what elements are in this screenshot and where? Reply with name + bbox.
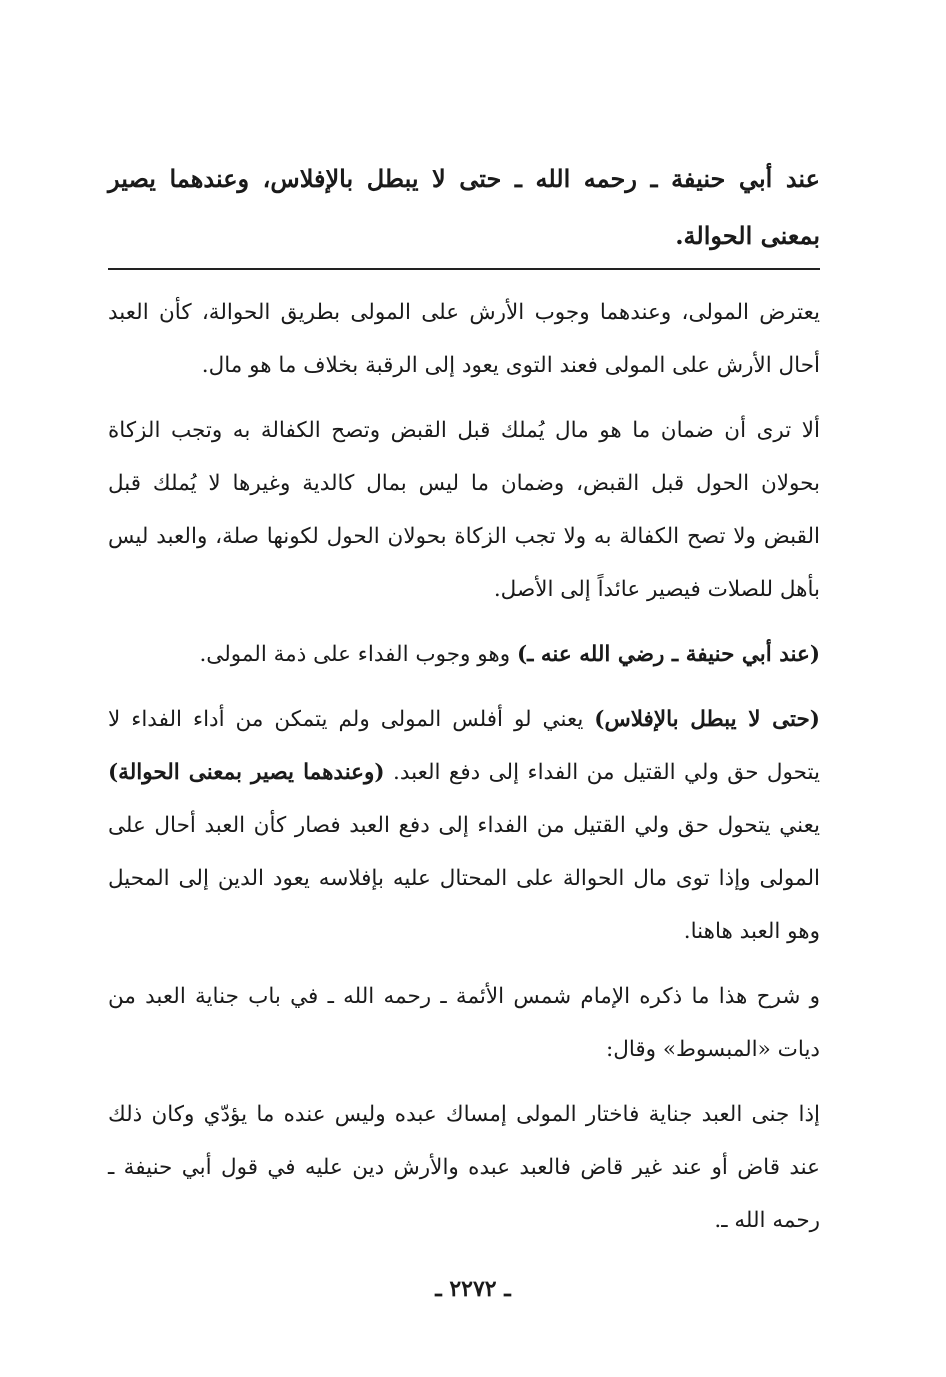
commentary-text: يعني لو أفلس المولى ولم يتمكن من أداء الفداء لا يتحول حق ولي القتيل من الفداء إلى دفع العبد. — [108, 707, 820, 785]
commentary-text: يعني يتحول حق ولي القتيل من الفداء إلى دفع العبد فصار كأن العبد أحال على المولى وإذا توى مال الحوالة على المحتال عليه بإفلاسه يعود الدين إلى المحيل وهو العبد هاهنا. — [108, 813, 820, 944]
sharh-paragraph-5: و شرح هذا ما ذكره الإمام شمس الأئمة ـ رحمه الله ـ في باب جناية العبد من ديات «المبسوط» وقال: — [108, 984, 820, 1062]
quoted-matn-phrase: (عند أبي حنيفة ـ رضي الله عنه ـ) — [516, 642, 820, 667]
sharh-commentary — [108, 286, 820, 1259]
sharh-paragraph-3 — [108, 628, 820, 681]
sharh-paragraph-6: إذا جنى العبد جناية فاختار المولى إمساك عبده وليس عنده ما يؤدّي وكان ذلك عند قاض أو عند غير قاض فالعبد عبده والأرش دين عليه في قول أبي حنيفة ـ رحمه الله ـ. — [108, 1102, 820, 1233]
sharh-paragraph-1: يعترض المولى، وعندهما وجوب الأرش على المولى بطريق الحوالة، كأن العبد أحال الأرش على المولى فعند التوى يعود إلى الرقبة بخلاف ما هو مال. — [108, 300, 820, 378]
commentary-text: وهو وجوب الفداء على ذمة المولى. — [199, 642, 517, 667]
quoted-matn-phrase: (وعندهما يصير بمعنى الحوالة) — [108, 760, 385, 785]
quoted-matn-phrase: (حتى لا يبطل بالإفلاس) — [594, 707, 820, 732]
page-number: ـ ٢٢٧٢ ـ — [435, 1276, 511, 1302]
footnote-divider — [108, 268, 820, 270]
matn-sentence: عند أبي حنيفة ـ رحمه الله ـ حتى لا يبطل بالإفلاس، وعندهما يصير بمعنى الحوالة. — [108, 164, 820, 250]
matn-text — [108, 150, 820, 264]
sharh-paragraph-2: ألا ترى أن ضمان ما هو مال يُملك قبل القبض وتصح الكفالة به وتجب الزكاة بحولان الحول قبل القبض، وضمان ما ليس بمال كالدية وغيرها لا يُملك قبل القبض ولا تصح الكفالة به ولا تجب الزكاة بحولان الحول لكونها صلة، والعبد ليس بأهل للصلات فيصير عائداً إلى الأصل. — [108, 418, 820, 602]
sharh-paragraph-4 — [108, 693, 820, 958]
